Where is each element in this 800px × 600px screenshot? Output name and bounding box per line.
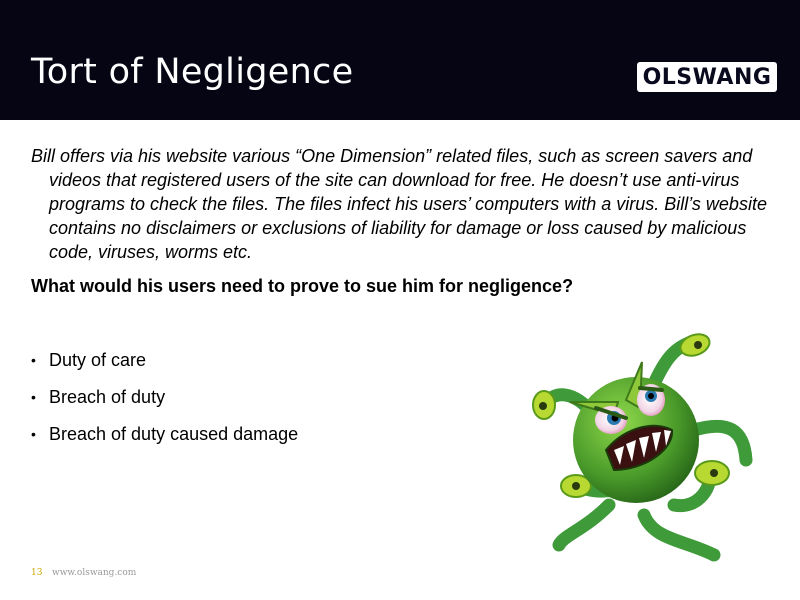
logo-text: OLSWANG bbox=[642, 64, 772, 90]
bullet-text: Duty of care bbox=[49, 350, 147, 370]
bullet-item bbox=[31, 348, 298, 385]
bullet-list bbox=[31, 348, 298, 459]
cartoon-virus-icon bbox=[514, 320, 766, 572]
page-number: 13 bbox=[31, 568, 43, 578]
bullet-item bbox=[31, 385, 298, 422]
footer-url: www.olswang.com bbox=[52, 568, 137, 578]
question-text: What would his users need to prove to sue him for negligence? bbox=[31, 276, 574, 296]
bullet-dot-icon: • bbox=[31, 426, 36, 442]
olswang-logo bbox=[637, 62, 777, 92]
bullet-text: Breach of duty caused damage bbox=[49, 424, 299, 444]
bullet-text: Breach of duty bbox=[49, 387, 166, 407]
header-bar bbox=[0, 0, 800, 120]
bullet-item bbox=[31, 422, 298, 459]
bullet-dot-icon: • bbox=[31, 389, 36, 405]
bullet-dot-icon: • bbox=[31, 352, 36, 368]
scenario-text: Bill offers via his website various “One Dimension” related files, such as screen savers and videos that registered users of the site can download for free. He doesn’t use anti-virus programs to check the files. The files infect his users’ computers with a virus. Bill’s website contains no disclaimers or exclusions of liability for damage or loss caused by malicious code, viruses, worms etc. bbox=[31, 146, 767, 262]
slide-title: Tort of Negligence bbox=[31, 52, 354, 92]
